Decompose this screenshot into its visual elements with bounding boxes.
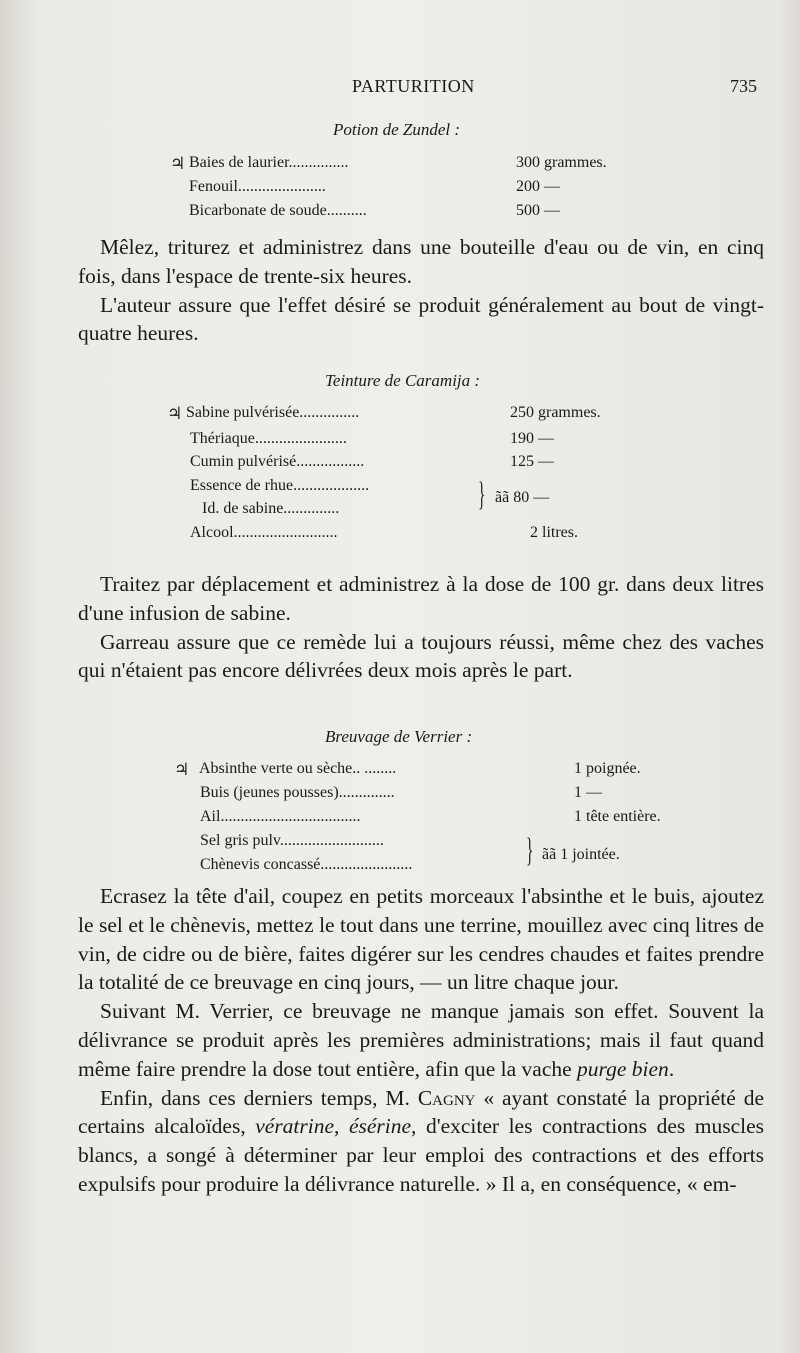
- recipe-row: [167, 404, 647, 426]
- ingredient: Bicarbonate de soude..........: [189, 202, 367, 219]
- ingredient: Chènevis concassé.......................: [200, 856, 413, 873]
- recipe-row: [174, 784, 734, 806]
- paragraph: Garreau assure que ce remède lui a toujours réussi, même chez des vaches qui n'étaient pas encore délivrées deux mois après le part.: [78, 629, 764, 683]
- ingredient: Id. de sabine..............: [202, 500, 340, 517]
- paragraph: L'auteur assure que l'effet désiré se produit généralement au bout de vingt-quatre heures.: [78, 292, 764, 346]
- quantity: 1 tête entière.: [574, 808, 661, 825]
- recipe-row: [167, 430, 647, 452]
- brace-icon: }: [526, 832, 534, 869]
- author-name: Cagny: [417, 1085, 476, 1110]
- body-text-block-1: [78, 233, 764, 348]
- recipe-title-zundel: Potion de Zundel :: [333, 120, 461, 139]
- brace-icon: }: [478, 476, 486, 513]
- recipe-row: [167, 524, 647, 546]
- recipe-row: [170, 178, 640, 200]
- bracket-quantity: [542, 846, 702, 868]
- paragraph: Mêlez, triturez et administrez dans une bouteille d'eau ou de vin, en cinq fois, dans l'espace de trente-six heures.: [78, 235, 764, 288]
- text-run: Enfin, dans ces derniers temps, M.: [100, 1085, 418, 1110]
- italic-text: purge bien: [577, 1056, 669, 1081]
- text-run: , d'exciter les contractions des muscles blancs, a songé à déterminer par leur emploi des contractions et des efforts expulsifs pour produire la délivrance naturelle. » Il a, en conséquence, « em-: [78, 1114, 765, 1196]
- quantity: 1 —: [574, 784, 602, 801]
- paragraph: Traitez par déplacement et administrez à la dose de 100 gr. dans deux litres d'une infusion de sabine.: [78, 572, 764, 625]
- quantity: 1 poignée.: [574, 760, 641, 777]
- text-run: Suivant M. Verrier, ce breuvage ne manque jamais son effet. Souvent la délivrance se produit après les premières administrations; mais il faut quand même faire prendre la dose tout entière, afin que la vache: [78, 999, 764, 1081]
- quantity: ãã 80 —: [495, 489, 550, 506]
- page-header: [0, 72, 800, 102]
- recipe-title-verrier: Breuvage de Verrier :: [325, 727, 473, 746]
- ingredient: Alcool..........................: [190, 524, 338, 541]
- recipe-title-caramija: Teinture de Caramija :: [325, 371, 481, 390]
- paragraph: Ecrasez la tête d'ail, coupez en petits morceaux l'absinthe et le buis, ajoutez le sel et le chènevis, mettez le tout dans une terrine, mouillez avec cinq litres de vin, de cidre ou de bière, faites digérer sur les cendres chaudes et faites prendre la totalité de ce breuvage en cinq jours, — un litre chaque jour.: [78, 884, 764, 995]
- quantity: 300 grammes.: [516, 154, 607, 171]
- ingredient: Essence de rhue...................: [190, 477, 370, 494]
- quantity: 250 grammes.: [510, 404, 601, 421]
- bracket-quantity: [495, 489, 635, 511]
- quantity: ãã 1 jointée.: [542, 846, 620, 863]
- recipe-row: [174, 760, 734, 782]
- recipe-row: [174, 808, 734, 830]
- quantity: 2 litres.: [530, 524, 578, 541]
- ingredient: Fenouil......................: [189, 178, 326, 195]
- quantity: 190 —: [510, 430, 554, 447]
- page-number: 735: [730, 76, 757, 96]
- recipe-row: [167, 453, 647, 475]
- ingredient: Thériaque.......................: [190, 430, 347, 447]
- ingredient: Baies de laurier...............: [189, 154, 349, 171]
- quantity: 125 —: [510, 453, 554, 470]
- jupiter-symbol-icon: ♃: [174, 760, 190, 779]
- text-run: « ayant constaté la propriété de certains alcaloïdes,: [78, 1085, 764, 1139]
- body-text-block-2: [78, 570, 764, 685]
- recipe-row: [170, 202, 640, 224]
- running-title: PARTURITION: [352, 76, 475, 96]
- italic-text: vératrine: [255, 1114, 335, 1139]
- jupiter-symbol-icon: ♃: [170, 154, 186, 173]
- ingredient: Absinthe verte ou sèche.. ........: [199, 760, 397, 777]
- paragraph: [78, 1084, 764, 1199]
- quantity: 500 —: [516, 202, 560, 219]
- ingredient: Sabine pulvérisée...............: [186, 404, 360, 421]
- text-run: .: [668, 1056, 675, 1081]
- ingredient: Cumin pulvérisé.................: [190, 453, 365, 470]
- quantity: 200 —: [516, 178, 560, 195]
- body-text-block-3: [78, 882, 764, 1199]
- italic-text: ésérine: [348, 1114, 412, 1139]
- ingredient: Sel gris pulv..........................: [200, 832, 384, 849]
- recipe-row: [170, 154, 640, 176]
- paragraph: [78, 997, 764, 1083]
- ingredient: Ail...................................: [200, 808, 361, 825]
- jupiter-symbol-icon: ♃: [167, 404, 183, 423]
- text-run: ,: [334, 1114, 349, 1139]
- ingredient: Buis (jeunes pousses)..............: [200, 784, 395, 801]
